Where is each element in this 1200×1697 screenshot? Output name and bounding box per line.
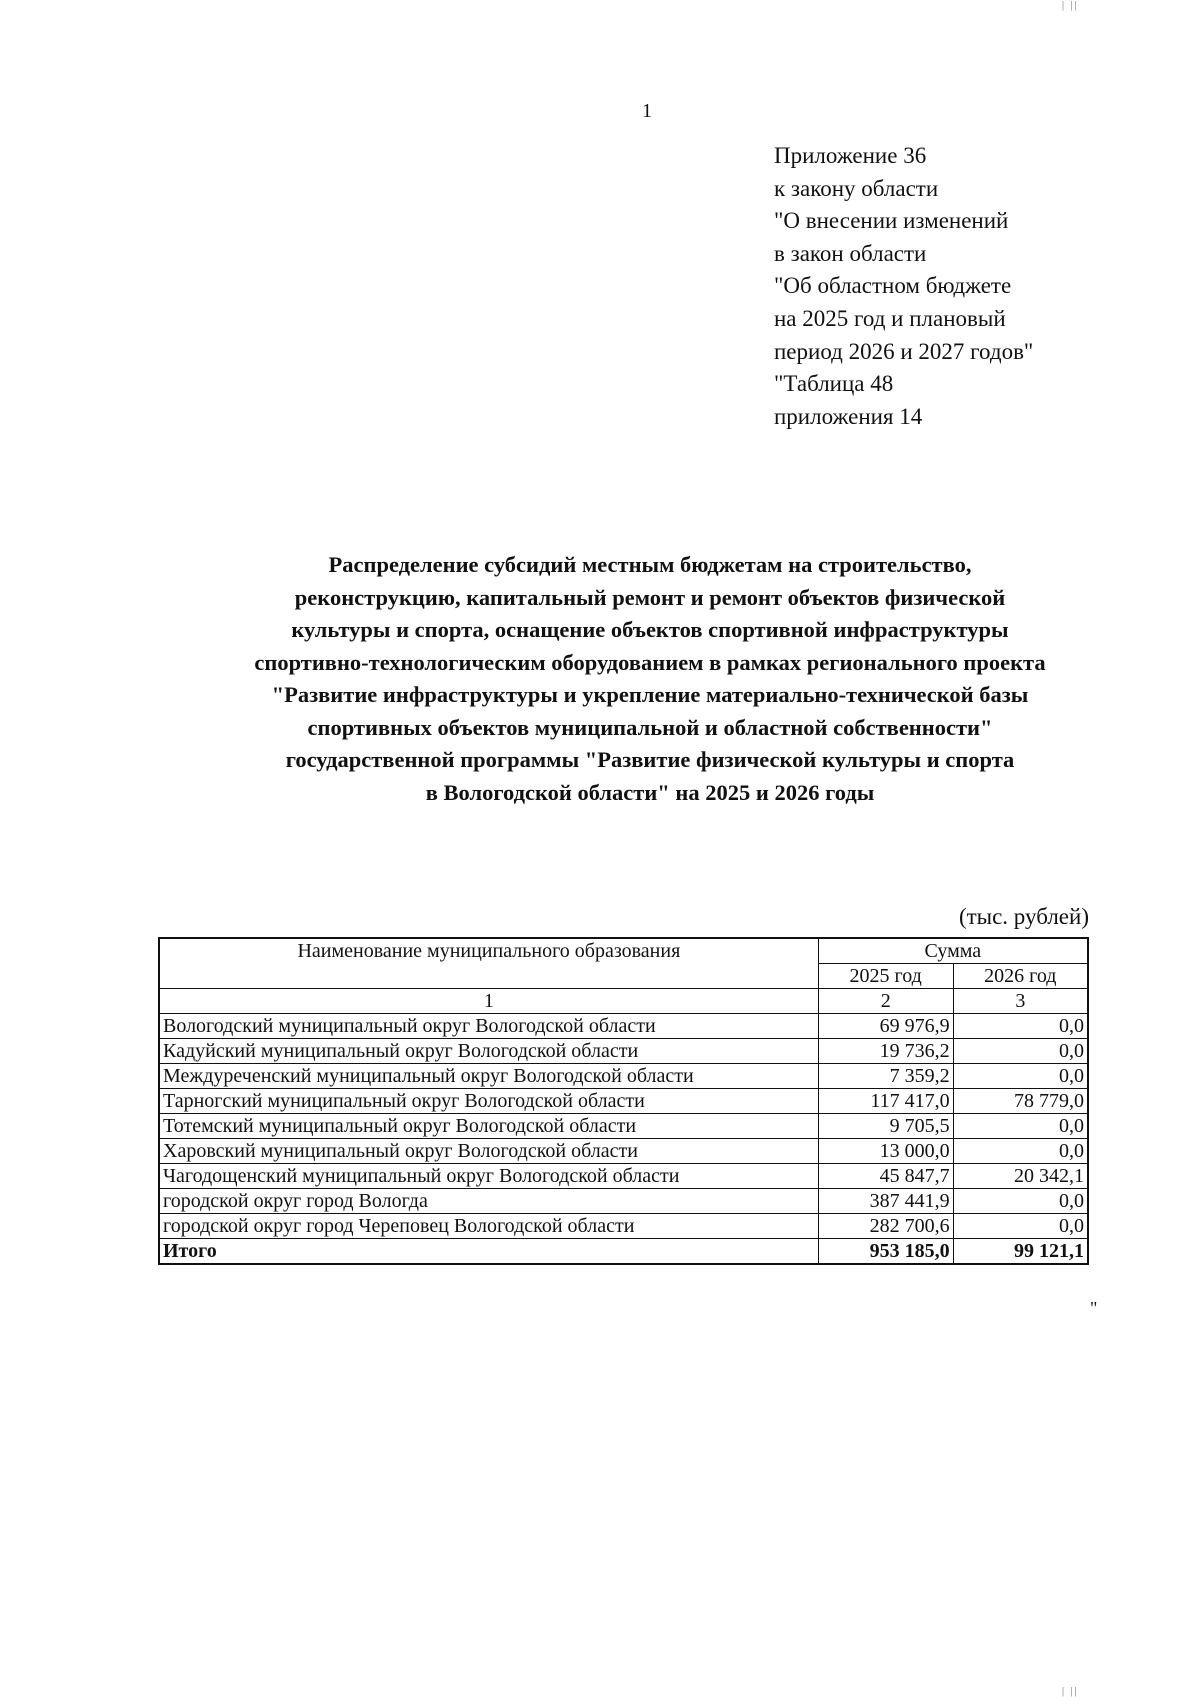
column-number: 3: [953, 989, 1088, 1014]
total-label: Итого: [159, 1239, 818, 1265]
table-row: [159, 1064, 1088, 1089]
amount-2026: 78 779,0: [953, 1089, 1088, 1114]
units-label: (тыс. рублей): [958, 904, 1089, 929]
subsidy-table: [158, 937, 1089, 1265]
amount-2025: 7 359,2: [818, 1064, 953, 1089]
municipality-name: городской округ город Вологда: [159, 1189, 818, 1214]
amount-2025: 69 976,9: [818, 1014, 953, 1039]
amount-2025: 117 417,0: [818, 1089, 953, 1114]
header-sum: Сумма: [818, 938, 1088, 964]
appendix-line: "Об областном бюджете: [774, 273, 1012, 299]
table-total-row: [159, 1239, 1088, 1265]
scan-mark-bottom: | ||: [1062, 1686, 1079, 1697]
table-row: [159, 1014, 1088, 1039]
table-row: [159, 1139, 1088, 1164]
total-2026: 99 121,1: [953, 1239, 1088, 1265]
amount-2026: 0,0: [953, 1064, 1088, 1089]
appendix-line: в закон области: [774, 240, 927, 266]
amount-2026: 0,0: [953, 1114, 1088, 1139]
title-line: реконструкцию, капитальный ремонт и ремонт объектов физической: [294, 584, 1006, 610]
header-year-2025: 2025 год: [818, 964, 953, 989]
municipality-name: Харовский муниципальный округ Вологодской области: [159, 1139, 818, 1164]
header-name: Наименование муниципального образования: [159, 938, 818, 989]
amount-2026: 0,0: [953, 1014, 1088, 1039]
document-title: [130, 549, 1170, 809]
amount-2025: 282 700,6: [818, 1214, 953, 1239]
table-row: [159, 1189, 1088, 1214]
appendix-line: период 2026 и 2027 годов": [774, 338, 1034, 364]
municipality-name: Междуреченский муниципальный округ Вологодской области: [159, 1064, 818, 1089]
municipality-name: Вологодский муниципальный округ Вологодской области: [159, 1014, 818, 1039]
municipality-name: Кадуйский муниципальный округ Вологодской области: [159, 1039, 818, 1064]
total-2025: 953 185,0: [818, 1239, 953, 1265]
amount-2025: 387 441,9: [818, 1189, 953, 1214]
title-line: "Развитие инфраструктуры и укрепление материально-технической базы: [271, 682, 1029, 707]
column-number: 2: [818, 989, 953, 1014]
municipality-name: городской округ город Череповец Вологодской области: [159, 1214, 818, 1239]
appendix-line: на 2025 год и плановый: [774, 305, 1006, 331]
table-column-numbers-row: [159, 989, 1088, 1014]
title-line: культуры и спорта, оснащение объектов спортивной инфраструктуры: [291, 617, 1009, 642]
title-line: спортивно-технологическим оборудованием в рамках регионального проекта: [254, 649, 1046, 675]
scan-mark-top: | ||: [1062, 0, 1079, 11]
amount-2025: 13 000,0: [818, 1139, 953, 1164]
amount-2026: 0,0: [953, 1039, 1088, 1064]
title-line: в Вологодской области" на 2025 и 2026 годы: [425, 779, 875, 805]
appendix-line: "О внесении изменений: [774, 208, 1009, 234]
appendix-line: к закону области: [774, 175, 939, 201]
header-year-2026: 2026 год: [953, 964, 1088, 989]
municipality-name: Чагодощенский муниципальный округ Вологодской области: [159, 1164, 818, 1189]
amount-2026: 20 342,1: [953, 1164, 1088, 1189]
municipality-name: Тотемский муниципальный округ Вологодской области: [159, 1114, 818, 1139]
appendix-line: приложения 14: [774, 403, 923, 429]
title-line: Распределение субсидий местным бюджетам на строительство,: [328, 552, 972, 577]
table-row: [159, 1214, 1088, 1239]
column-number: 1: [159, 989, 818, 1014]
title-line: государственной программы "Развитие физической культуры и спорта: [285, 747, 1015, 772]
amount-2025: 19 736,2: [818, 1039, 953, 1064]
amount-2026: 0,0: [953, 1214, 1088, 1239]
appendix-line: Приложение 36: [774, 143, 927, 168]
table-row: [159, 1164, 1088, 1189]
appendix-line: "Таблица 48: [774, 371, 894, 397]
page-number: 1: [642, 100, 652, 122]
table-row: [159, 1039, 1088, 1064]
amount-2025: 9 705,5: [818, 1114, 953, 1139]
amount-2026: 0,0: [953, 1189, 1088, 1214]
appendix-reference: [774, 140, 1033, 433]
amount-2025: 45 847,7: [818, 1164, 953, 1189]
amount-2026: 0,0: [953, 1139, 1088, 1164]
table-header-row: [159, 938, 1088, 964]
closing-quote: ": [1090, 1298, 1098, 1318]
title-line: спортивных объектов муниципальной и областной собственности": [307, 714, 993, 740]
table-row: [159, 1114, 1088, 1139]
table-row: [159, 1089, 1088, 1114]
municipality-name: Тарногский муниципальный округ Вологодской области: [159, 1089, 818, 1114]
